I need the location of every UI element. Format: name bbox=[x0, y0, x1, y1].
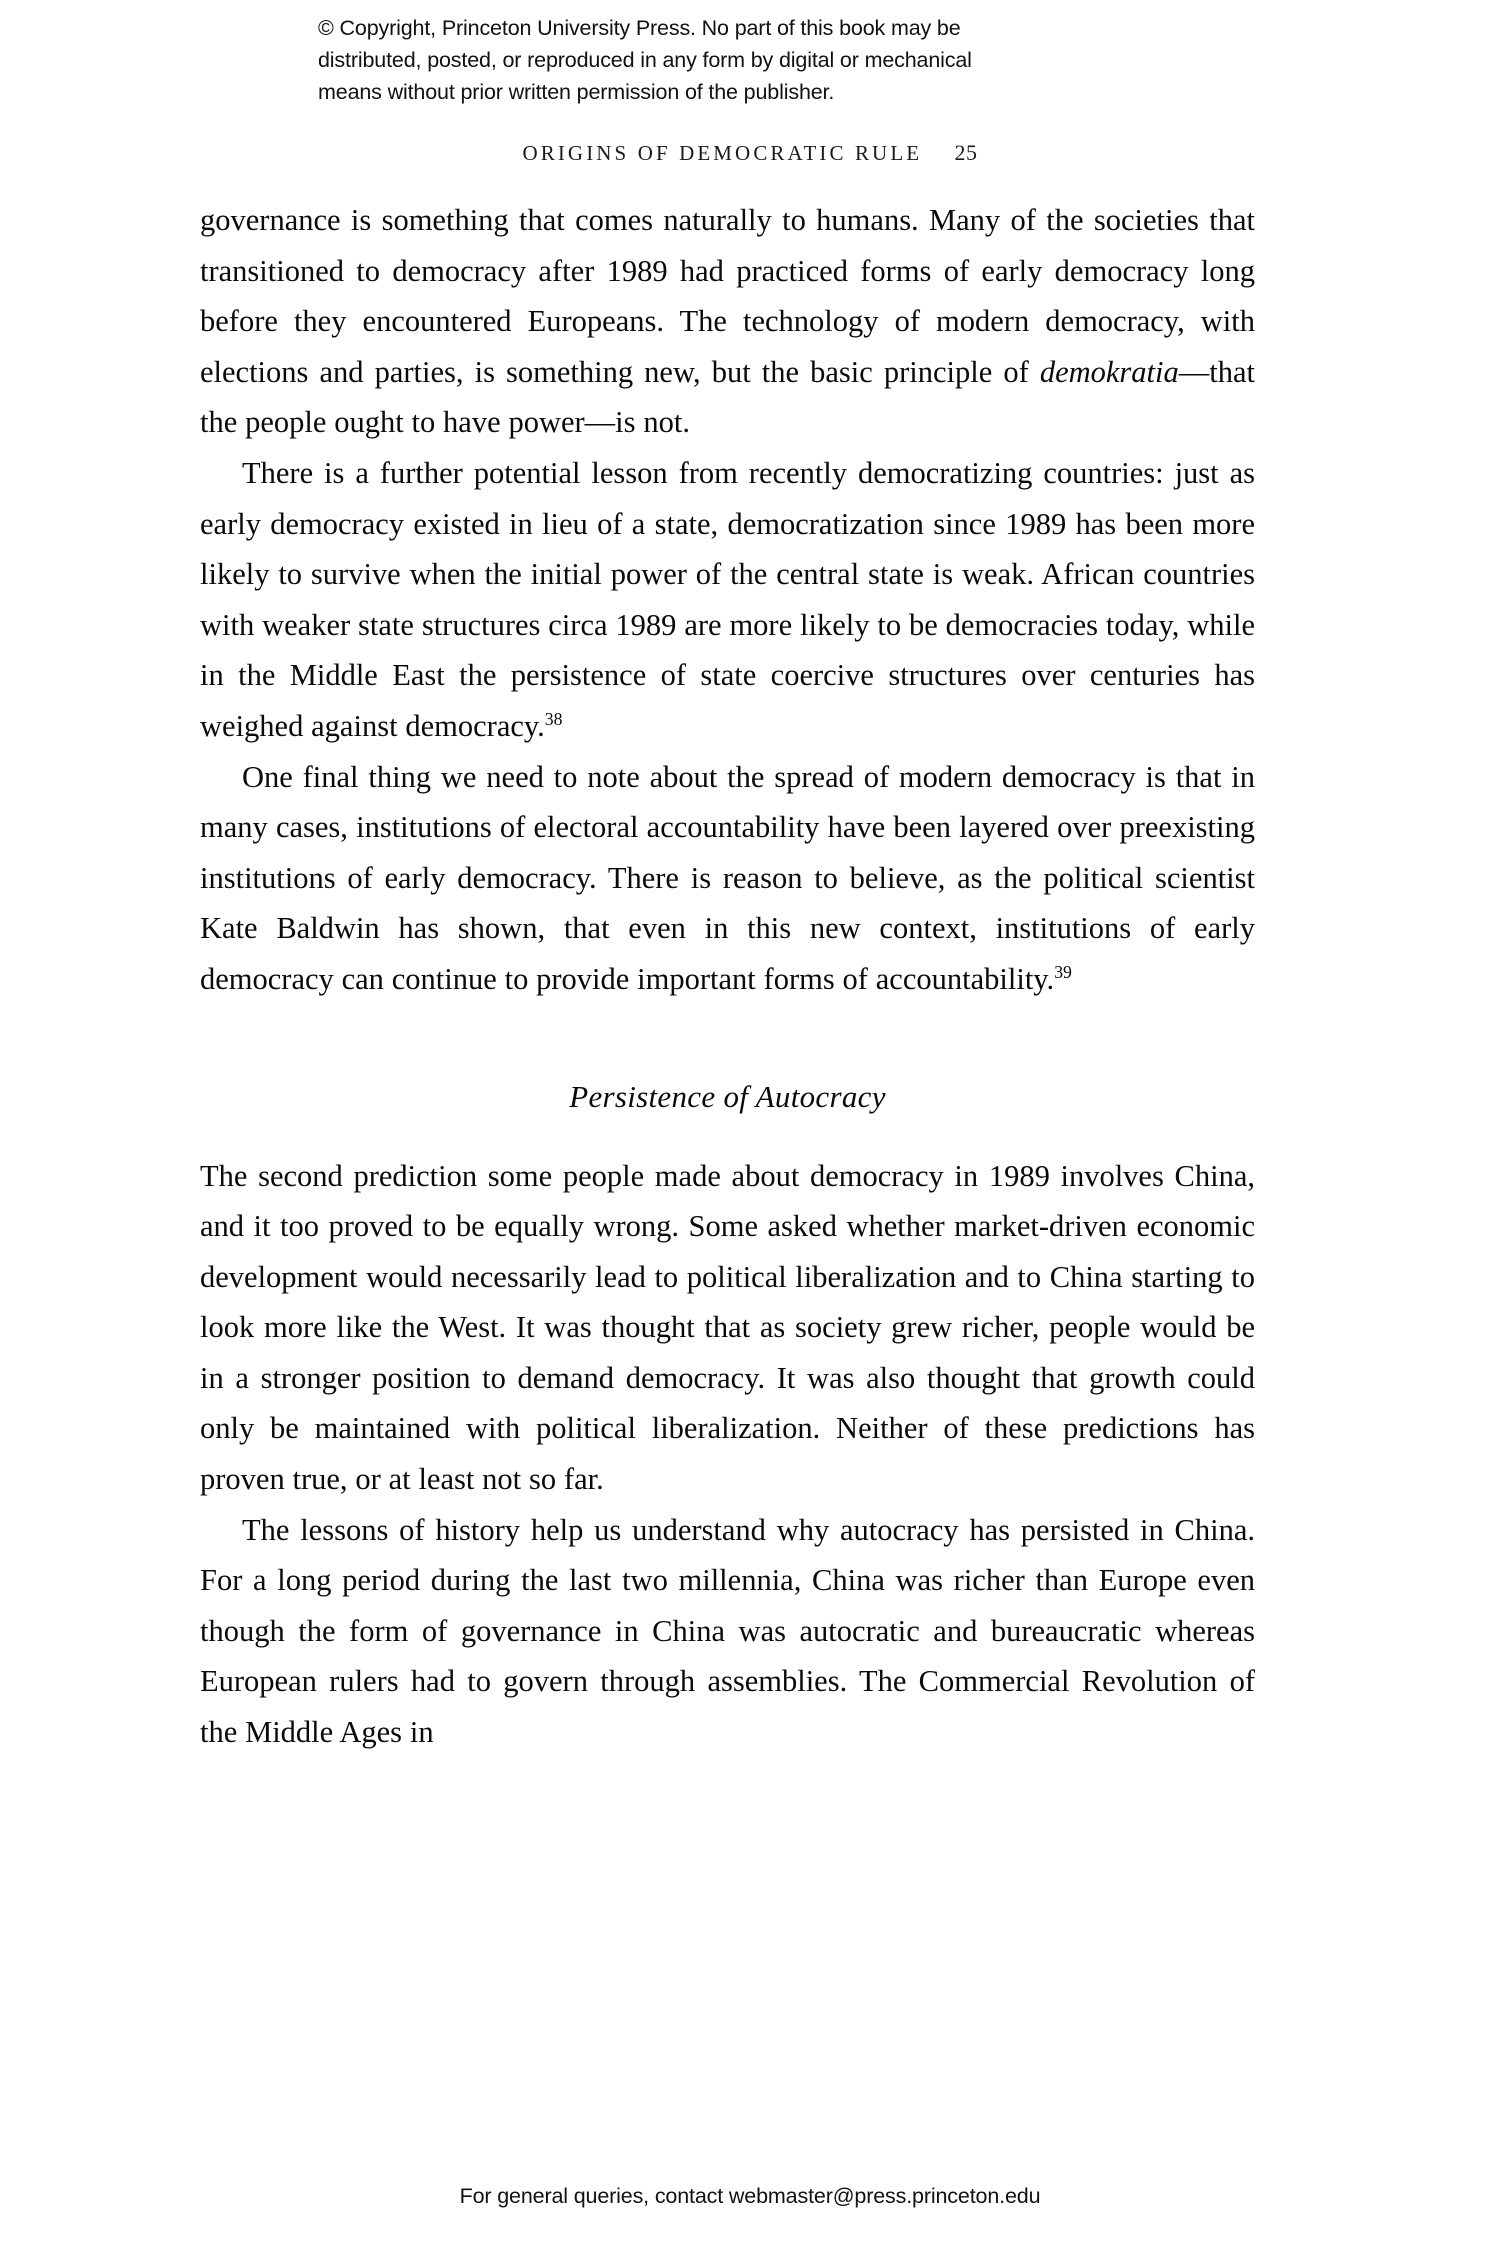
paragraph-run-text: The lessons of history help us understand why autocracy has persisted in China. For a long period during the last two millennia, China was richer than Europe even though the form of governance in China was autocratic and bureaucratic whereas European rulers had to govern through assemblies. The Commercial Revolution of the Middle Ages in bbox=[200, 1512, 1255, 1750]
heading-space-below bbox=[200, 1115, 1255, 1151]
section-heading-persistence-of-autocracy: Persistence of Autocracy bbox=[569, 1078, 886, 1114]
paragraph-one-final-thing bbox=[200, 752, 1255, 1005]
copyright-notice-line-1: © Copyright, Princeton University Press. No part of this book may be bbox=[318, 16, 961, 40]
paragraph-second-prediction bbox=[200, 1151, 1255, 1505]
running-head-title: ORIGINS OF DEMOCRATIC RULE bbox=[522, 141, 923, 165]
page-text-block bbox=[200, 195, 1255, 1758]
copyright-notice-line-2: distributed, posted, or reproduced in any form by digital or mechanical bbox=[318, 48, 972, 72]
paragraph-lessons-of-history bbox=[200, 1505, 1255, 1758]
paragraph-further-lesson bbox=[200, 448, 1255, 752]
paragraph-run-text: The second prediction some people made about democracy in 1989 involves China, and it too proved to be equally wrong. Some asked whether market-driven economic development would necessarily lead to political liberalization and to China starting to look more like the West. It was thought that as society grew richer, people would be in a stronger position to demand democracy. It was also thought that growth could only be maintained with political liberalization. Neither of these predictions has proven true, or at least not so far. bbox=[200, 1158, 1255, 1497]
copyright-notice bbox=[318, 12, 1158, 108]
paragraph-run-text: —that the people ought to have power—is not. bbox=[200, 354, 1255, 440]
heading-space-above bbox=[200, 1005, 1255, 1079]
copyright-notice-line-3: means without prior written permission of the publisher. bbox=[318, 80, 835, 104]
paragraph-run-text: There is a further potential lesson from recently democratizing countries: just as early democracy existed in lieu of a state, democratization since 1989 has been more likely to survive when the initial power of the central state is weak. African countries with weaker state structures circa 1989 are more likely to be democracies today, while in the Middle East the persistence of state coercive structures over centuries has weighed against democracy. bbox=[200, 455, 1255, 743]
paragraph-governance bbox=[200, 195, 1255, 448]
footnote-reference-38[interactable]: 38 bbox=[544, 708, 563, 729]
footnote-reference-39[interactable]: 39 bbox=[1054, 961, 1072, 982]
paragraph-run-text: One final thing we need to note about the spread of modern democracy is that in many cases, institutions of electoral accountability have been layered over preexisting institutions of early democracy. There is reason to believe, as the political scientist Kate Baldwin has shown, that even in this new context, institutions of early democracy can continue to provide important forms of accountability. bbox=[200, 759, 1255, 996]
running-head bbox=[0, 140, 1500, 166]
paragraph-run-text: governance is something that comes naturally to humans. Many of the societies that transitioned to democracy after 1989 had practiced forms of early democracy long before they encountered Europeans. The technology of modern democracy, with elections and parties, is something new, but the basic principle of bbox=[200, 203, 1255, 389]
footer-notice: For general queries, contact webmaster@press.princeton.edu bbox=[459, 2184, 1041, 2208]
foreign-term-demokratia: demokratia bbox=[1039, 354, 1179, 389]
page-number: 25 bbox=[954, 140, 978, 165]
